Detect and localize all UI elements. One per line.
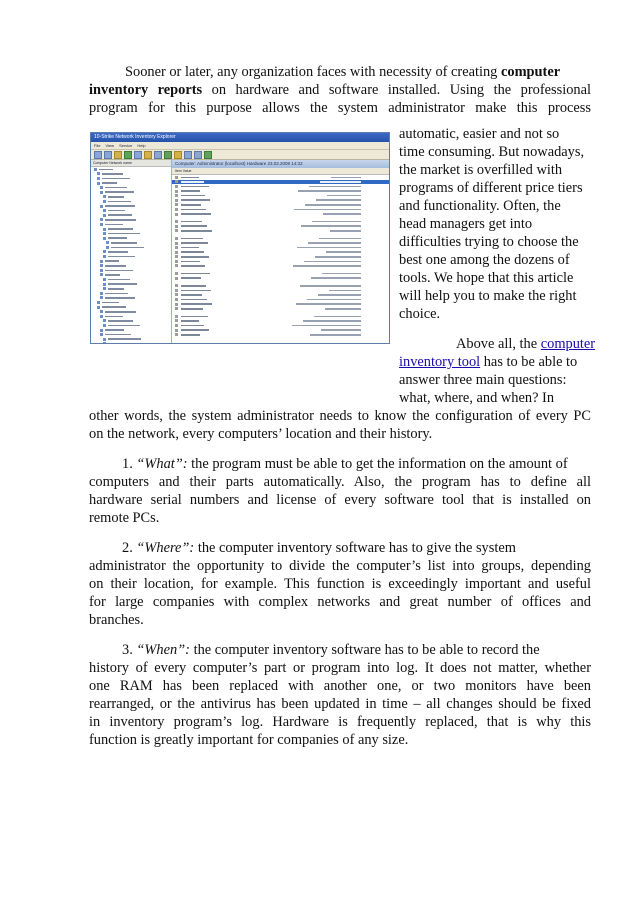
screenshot-menubar: File View Service Help: [91, 142, 389, 150]
tree-row: [103, 342, 171, 344]
screenshot-toolbar: [91, 150, 389, 160]
item-3-line-5: in inventory program’s log. Hardware is frequently replaced, that is why this: [89, 714, 591, 730]
item-1-line-3: hardware serial numbers and license of every software tool that is installed on: [89, 492, 591, 508]
wrap-line-3: the market is overfilled with: [399, 162, 563, 178]
paragraph-2-line-2: inventory tool has to be able to: [399, 354, 578, 370]
item-2-line-3: on their location, for example. This function is exceedingly important and useful: [89, 576, 591, 592]
wrap-line-9: tools. We hope that this article: [399, 270, 574, 286]
item-3-line-1: 3. “When”: the computer inventory software has to be able to record the: [122, 642, 540, 658]
paragraph-2-line-3: answer three main questions:: [399, 372, 567, 388]
item-3-line-2: history of every computer’s part or program into log. It does not matter, whether: [89, 660, 591, 676]
inventory-screenshot-image: [90, 132, 390, 344]
item-3-line-3: one RAM has been replaced with another one, or two monitors have been: [89, 678, 591, 694]
computer-inventory-link-part-1[interactable]: computer: [540, 336, 596, 352]
item-2-line-1: 2. “Where”: the computer inventory software has to give the system: [122, 540, 516, 556]
wrap-line-1: automatic, easier and not so: [399, 126, 560, 142]
item-1-line-1: 1. “What”: the program must be able to get the information on the amount of: [122, 456, 568, 472]
screenshot-tree-pane: Computer Network name: [91, 160, 172, 343]
wrap-line-2: time consuming. But nowadays,: [399, 144, 585, 160]
wrap-line-11: choice.: [399, 306, 441, 322]
wrap-line-8: best one among the dozens of: [399, 252, 570, 268]
wrap-line-10: will help you to make the right: [399, 288, 577, 304]
paragraph-2-line-4: what, where, and when? In: [399, 390, 555, 406]
wrap-line-5: and functionality. Often, the: [399, 198, 561, 214]
screenshot-properties-pane: Computer: Administrator (localhost) Hardware 23.02.2008 14:32 Item Value: [172, 160, 389, 343]
paragraph-1-line-2: inventory reports on hardware and software installed. Using the professional: [89, 82, 592, 98]
item-1-line-4: remote PCs.: [89, 510, 160, 526]
wrap-line-7: difficulties trying to choose the: [399, 234, 579, 250]
item-1-line-2: computers and their parts automatically. Also, the program has to define all: [89, 474, 591, 490]
paragraph-1-line-3: program for this purpose allows the system administrator make this process: [89, 100, 591, 116]
paragraph-2-line-5: other words, the system administrator needs to know the configuration of every PC: [89, 408, 591, 424]
screenshot-titlebar: 10-Strike Network Inventory Explorer: [91, 133, 389, 142]
computer-inventory-link-part-2[interactable]: inventory tool: [399, 354, 481, 370]
item-2-line-5: branches.: [89, 612, 144, 628]
item-3-line-6: function is greatly important for companies of any size.: [89, 732, 409, 748]
wrap-line-6: head managers get into: [399, 216, 533, 232]
paragraph-2-line-6: on the network, every computers’ location and their history.: [89, 426, 433, 442]
paragraph-1-line-1: Sooner or later, any organization faces with necessity of creating computer: [125, 64, 561, 80]
item-3-line-4: rearranged, or the antivirus has been updated in time – all changes should be fixed: [89, 696, 591, 712]
paragraph-2-line-1: Above all, the computer: [456, 336, 596, 352]
wrap-line-4: programs of different price tiers: [399, 180, 583, 196]
item-2-line-4: for large companies with complex networks and great number of offices and: [89, 594, 591, 610]
item-2-line-2: administrator the opportunity to divide the computer’s list into groups, depending: [89, 558, 591, 574]
